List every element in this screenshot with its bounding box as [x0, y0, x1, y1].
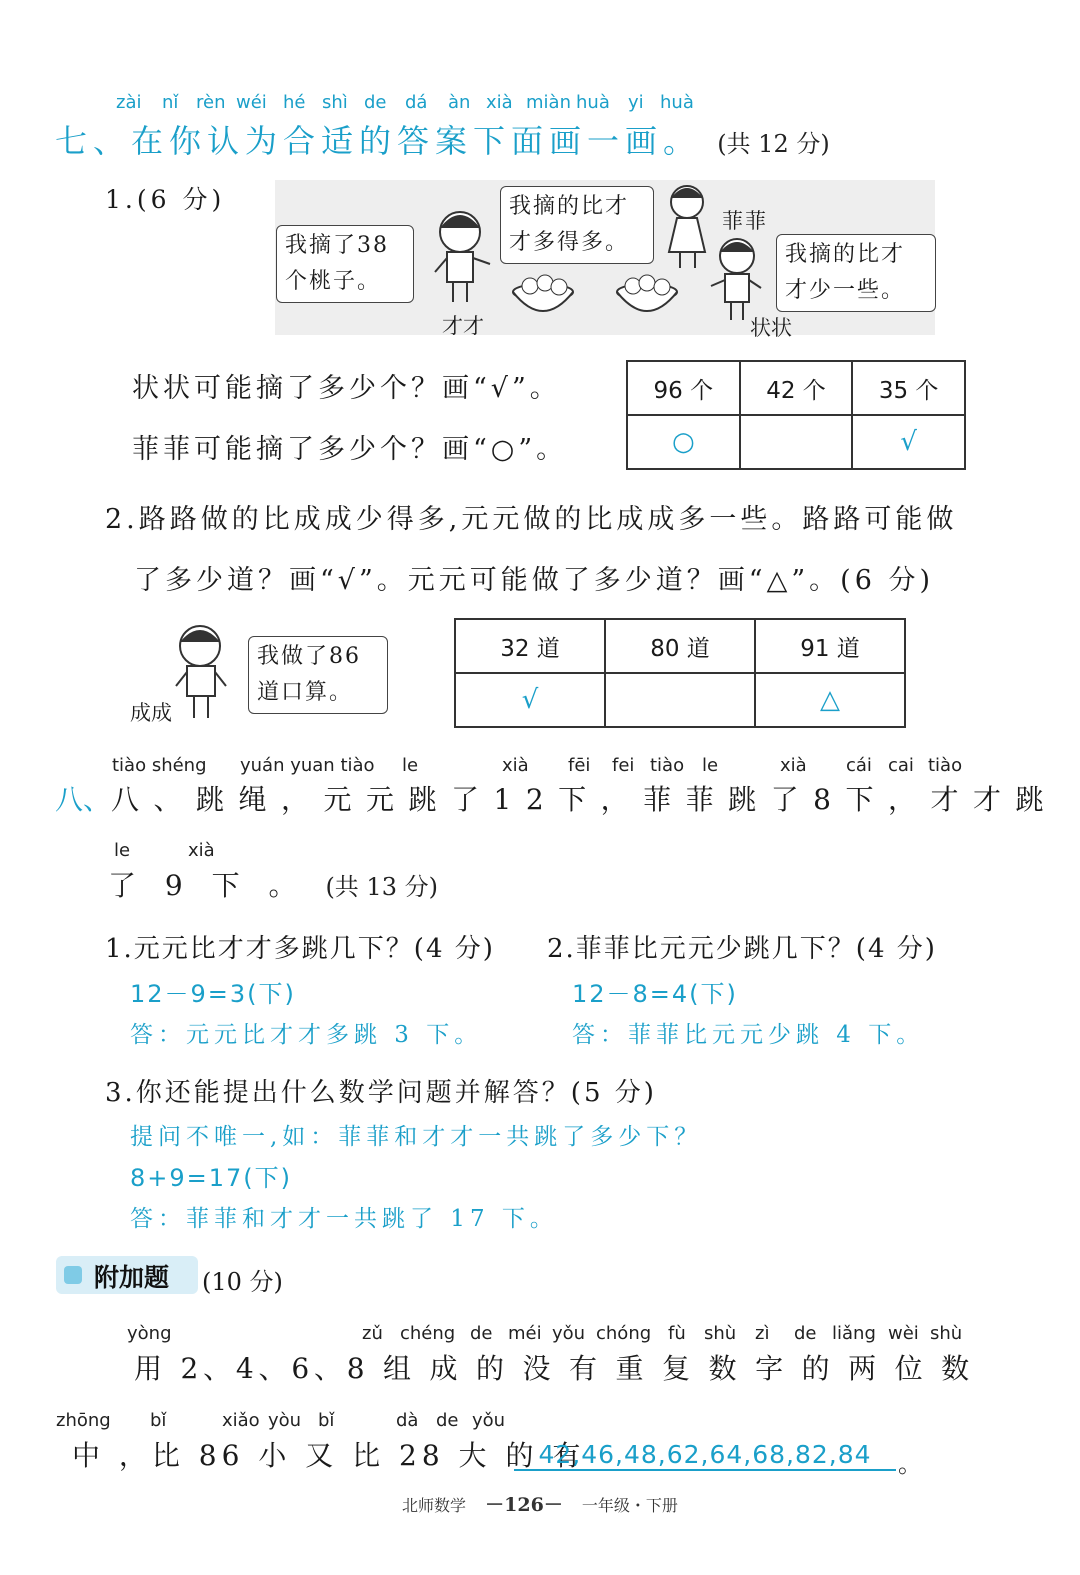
q1-table [626, 360, 966, 470]
bonus-text-row2: 中 ，比 86 小 又 比 28 大 的 有 [72, 1439, 586, 1472]
pinyin: huà [576, 92, 610, 113]
pinyin: cai [888, 755, 914, 776]
section8-number: 八、 [55, 783, 112, 816]
s8-q2-equation: 12－8=4(下) [572, 980, 738, 1008]
pinyin: chóng [596, 1323, 652, 1344]
q2-table [454, 618, 906, 728]
bonus-icon [64, 1266, 82, 1284]
pinyin: miàn [526, 92, 571, 113]
bonus-points: (10 分) [202, 1268, 283, 1296]
pinyin: le [114, 840, 131, 861]
q2-header: 91 道 [755, 619, 905, 673]
section8-title-row2 [108, 864, 438, 904]
name-caicai: 才才 [442, 314, 484, 338]
pinyin: fēi [568, 755, 591, 776]
q1-header: 42 个 [740, 361, 853, 415]
s8-q1-answer: 答：元元比才才多跳 3 下。 [130, 1022, 483, 1048]
s8-q3-equation: 8+9=17(下) [130, 1164, 293, 1192]
s8-q1-question: 1.元元比才才多跳几下？(4 分) [105, 934, 495, 964]
pinyin: hé [283, 92, 306, 113]
s8-q3-question: 3.你还能提出什么数学问题并解答？(5 分) [105, 1078, 657, 1108]
pinyin: shù [704, 1323, 737, 1344]
bubble-chengcheng: 我做了86道口算。 [248, 636, 388, 714]
pinyin: wèi [888, 1323, 919, 1344]
section8-title-row1 [55, 778, 1058, 818]
q1-label: 1.(6 分) [105, 185, 226, 214]
bubble-feifei: 我摘的比才才多得多。 [500, 186, 654, 264]
q1-mark[interactable]: ○ [627, 415, 740, 469]
s8-q2-answer: 答：菲菲比元元少跳 4 下。 [572, 1022, 925, 1048]
pinyin: le [702, 755, 719, 776]
q2-mark[interactable]: √ [455, 673, 605, 727]
pinyin: méi [508, 1323, 542, 1344]
pinyin: tiào [650, 755, 685, 776]
pinyin: yǒu [472, 1410, 506, 1431]
q2-mark[interactable]: △ [755, 673, 905, 727]
q2-line1: 2.路路做的比成成少得多,元元做的比成成多一些。路路可能做 [105, 504, 958, 535]
pinyin: xià [188, 840, 215, 861]
bonus-badge [56, 1256, 198, 1294]
q1-line2: 菲菲可能摘了多少个？画“○”。 [132, 434, 568, 465]
pinyin: yǒu [552, 1323, 586, 1344]
q1-line1: 状状可能摘了多少个？画“√”。 [132, 373, 561, 404]
name-feifei: 菲菲 [722, 209, 768, 233]
section8-text-row1: 八、跳绳，元元跳了12下，菲菲跳了8下，才才跳 [111, 783, 1058, 816]
section7-title-text: 七、在你认为合适的答案下面画一画。 [55, 122, 702, 160]
pinyin: liǎng [832, 1323, 876, 1344]
section7-title [55, 116, 830, 162]
pinyin: tiào shéng [112, 755, 207, 776]
pinyin: xià [486, 92, 513, 113]
pinyin: xià [502, 755, 529, 776]
s8-q2-question: 2.菲菲比元元少跳几下？(4 分) [547, 934, 937, 964]
pinyin: bǐ [318, 1410, 335, 1431]
pinyin: yòu [268, 1410, 302, 1431]
bonus-end: 。 [898, 1450, 922, 1478]
pinyin: xià [780, 755, 807, 776]
section8-text-row2: 了 9 下 。 [108, 869, 307, 902]
bonus-answer: 42,46,48,62,64,68,82,84 [538, 1440, 872, 1469]
pinyin: fù [668, 1323, 686, 1344]
footer-book: 北师数学 [402, 1496, 467, 1515]
pinyin: fei [612, 755, 635, 776]
pinyin: àn [448, 92, 471, 113]
pinyin: zài [116, 92, 142, 113]
footer-grade: 一年级・下册 [581, 1496, 678, 1515]
boy-chengcheng-image [172, 622, 232, 722]
pinyin: de [436, 1410, 459, 1431]
q1-header: 35 个 [852, 361, 965, 415]
name-zhuangzhuang: 状状 [750, 316, 792, 340]
pinyin: shù [930, 1323, 963, 1344]
pinyin: huà [660, 92, 694, 113]
q1-mark[interactable]: √ [852, 415, 965, 469]
pinyin: bǐ [150, 1410, 167, 1431]
pinyin: shì [322, 92, 348, 113]
pinyin: dá [405, 92, 428, 113]
pinyin: zǔ [362, 1323, 383, 1344]
pinyin: de [794, 1323, 817, 1344]
q2-header: 32 道 [455, 619, 605, 673]
s8-q3-note: 提问不唯一,如：菲菲和才才一共跳了多少下？ [130, 1124, 703, 1150]
section8-points: (共 13 分) [325, 873, 438, 901]
bonus-text-row1: 用 2、4、6、8 组 成 的 没 有 重 复 数 字 的 两 位 数 [134, 1352, 974, 1385]
q1-header: 96 个 [627, 361, 740, 415]
pinyin: wéi [236, 92, 267, 113]
children-picking-peaches-image [275, 180, 935, 335]
s8-q3-answer: 答：菲菲和才才一共跳了 17 下。 [130, 1206, 558, 1232]
pinyin: tiào [928, 755, 963, 776]
name-chengcheng: 成成 [130, 701, 172, 725]
pinyin: de [470, 1323, 493, 1344]
pinyin: yuán yuan tiào [240, 755, 375, 776]
pinyin: de [364, 92, 387, 113]
pinyin: xiǎo [222, 1410, 260, 1431]
q1-mark[interactable] [740, 415, 853, 469]
pinyin: rèn [196, 92, 226, 113]
bonus-answer-blank[interactable] [514, 1440, 896, 1471]
section7-points: (共 12 分) [717, 130, 830, 158]
pinyin: chéng [400, 1323, 456, 1344]
pinyin: nǐ [162, 92, 179, 113]
pinyin: le [402, 755, 419, 776]
bubble-zhuangzhuang: 我摘的比才才少一些。 [776, 234, 936, 312]
pinyin: yi [628, 92, 644, 113]
q2-mark[interactable] [605, 673, 755, 727]
pinyin: dà [396, 1410, 419, 1431]
bubble-caicai: 我摘了38个桃子。 [276, 225, 414, 303]
page-number: －126－ [485, 1494, 563, 1516]
pinyin: cái [846, 755, 872, 776]
q2-line2: 了多少道？画“√”。元元可能做了多少道？画“△”。(6 分) [134, 565, 935, 596]
bonus-label: 附加题 [94, 1263, 170, 1292]
q2-header: 80 道 [605, 619, 755, 673]
pinyin: zhōng [56, 1410, 111, 1431]
footer [0, 1490, 1080, 1517]
pinyin: zì [755, 1323, 770, 1344]
pinyin: yòng [127, 1323, 172, 1344]
s8-q1-equation: 12－9=3(下) [130, 980, 296, 1008]
